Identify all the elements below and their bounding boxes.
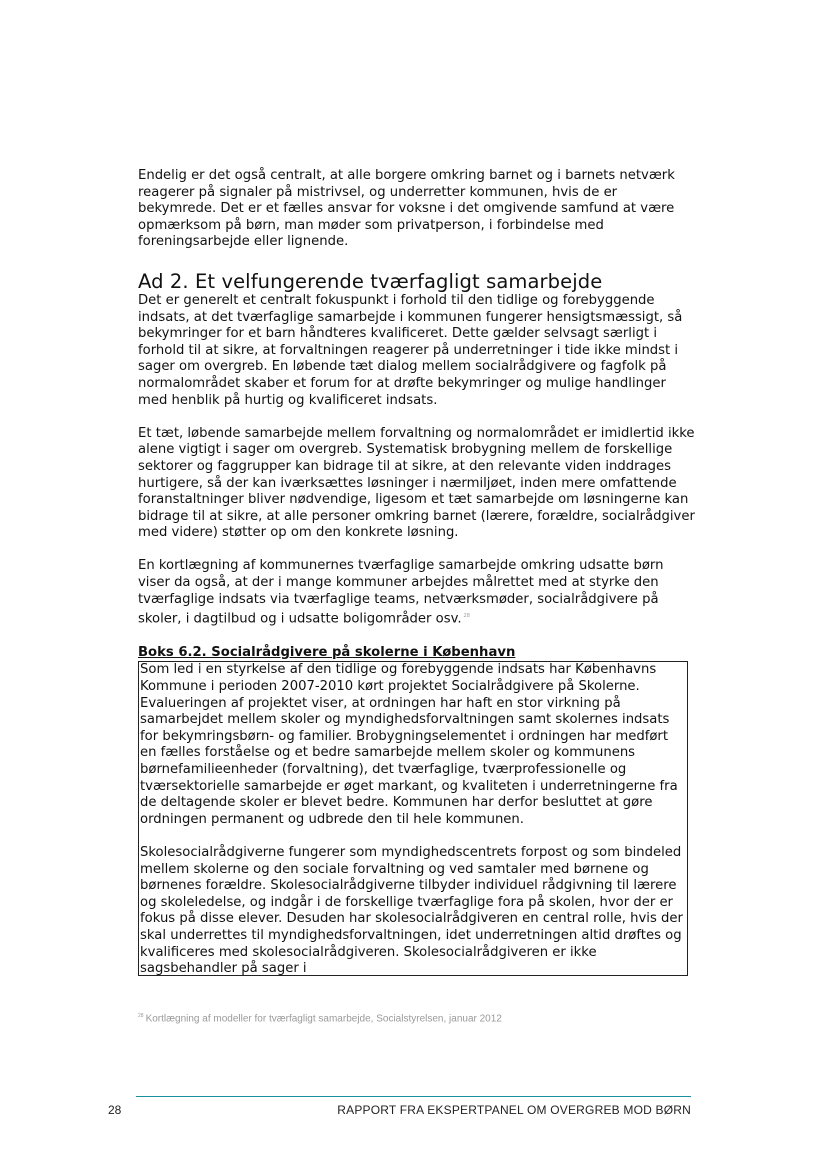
section-heading: Ad 2. Et velfungerende tværfagligt samarbejde: [138, 269, 603, 293]
footnote: [138, 1013, 502, 1024]
report-title: RAPPORT FRA EKSPERTPANEL OM OVERGREB MOD BØRN: [337, 1103, 691, 1117]
spacer: [140, 828, 683, 845]
box-title: Boks 6.2. Socialrådgivere på skolerne i København: [138, 644, 516, 660]
footnote-reference[interactable]: 28: [463, 613, 470, 620]
section-paragraph-3: [138, 558, 698, 628]
footnote-number: 28: [138, 1013, 144, 1019]
box-paragraph-2: Skolesocialrådgiverne fungerer som myndighedscentrets forpost og som bindeled mellem skolerne og den sociale forvaltning og ved samtaler med børnene og børnenes forældre. Skolesocialrådgiverne tilbyder individuel rådgivning til lærere og skoleledelse, og indgår i de forskellige tværfaglige fora på skolen, hvor der er fokus på disse elever. Desuden har skolesocialrådgiveren en central rolle, hvis der skal underrettes til myndighedsforvaltningen, idet underretningen altid drøftes og kvalificeres med skolesocialrådgiveren. Skolesocialrådgiveren er ikke sagsbehandler på sager i: [140, 844, 683, 977]
footnote-text: Kortlægning af modeller for tværfagligt samarbejde, Socialstyrelsen, januar 2012: [145, 1013, 502, 1025]
section-paragraph-1: Det er generelt et centralt fokuspunkt i forhold til den tidlige og forebyggende indsats, at det tværfaglige samarbejde i kommunen fungerer hensigtsmæssigt, så bekymringer for et barn håndteres kvalificeret. Dette gælder selvsagt særligt i forhold til at sikre, at forvaltningen reagerer på underretninger i tide ikke mindst i sager om overgreb. En løbende tæt dialog mellem socialrådgivere og fagfolk på normalområdet skaber et forum for at drøfte bekymringer og mulige handlinger med henblik på hurtig og kvalificeret indsats.: [138, 292, 683, 408]
section-paragraph-2: Et tæt, løbende samarbejde mellem forvaltning og normalområdet er imidlertid ikke alene vigtigt i sager om overgreb. Systematisk brobygning mellem de forskellige sektorer og faggrupper kan bidrage til at sikre, at den relevante viden inddrages hurtigere, så der kan iværksættes løsninger i nærmiljøet, inden mere omfattende foranstaltninger bliver nødvendige, ligesom et tæt samarbejde om løsningerne kan bidrage til at sikre, at alle personer omkring barnet (lærere, forældre, socialrådgiver med videre) støtter op om den konkrete løsning.: [138, 425, 695, 541]
spacer: [138, 409, 698, 426]
intro-paragraph: Endelig er det også centralt, at alle borgere omkring barnet og i barnets netværk reagerer på signaler på mistrivsel, og underretter kommunen, hvis de er bekymrede. Det er et fælles ansvar for voksne i det omgivende samfund at være opmærksom på børn, man møder som privatperson, i forbindelse med foreningsarbejde eller lignende.: [138, 168, 675, 250]
section-paragraph-3-text: En kortlægning af kommunernes tværfaglige samarbejde omkring udsatte børn viser da også, at der i mange kommuner arbejdes målrettet med at styrke den tværfaglige indsats via tværfaglige teams, netværksmøder, socialrådgivere på skoler, i dagtilbud og i udsatte boligområder osv.: [138, 558, 664, 627]
box-paragraph-1: Som led i en styrkelse af den tidlige og forebyggende indsats har Københavns Kommune i perioden 2007-2010 kørt projektet Socialrådgivere på Skolerne. Evalueringen af projektet viser, at ordningen har haft en stor virkning på samarbejdet mellem skoler og myndighedsforvaltningen samt skolernes indsats for bekymringsbørn- og familier. Brobygningselementet i ordningen har medført en fælles forståelse og et bedre samarbejde mellem skoler og kommunens børnefamilieenheder (forvaltning), det tværfaglige, tværprofessionelle og tværsektorielle samarbejde er øget markant, og kvaliteten i underretningerne fra de deltagende skoler er blevet bedre. Kommunen har derfor besluttet at gøre ordningen permanent og udbrede den til hele kommunen.: [140, 662, 678, 827]
footer-rule: [136, 1096, 691, 1097]
spacer: [138, 542, 698, 559]
spacer: [138, 251, 698, 271]
main-content: [138, 168, 698, 976]
spacer: [138, 628, 698, 645]
text-box: [138, 661, 688, 976]
page-number: 28: [108, 1103, 122, 1117]
